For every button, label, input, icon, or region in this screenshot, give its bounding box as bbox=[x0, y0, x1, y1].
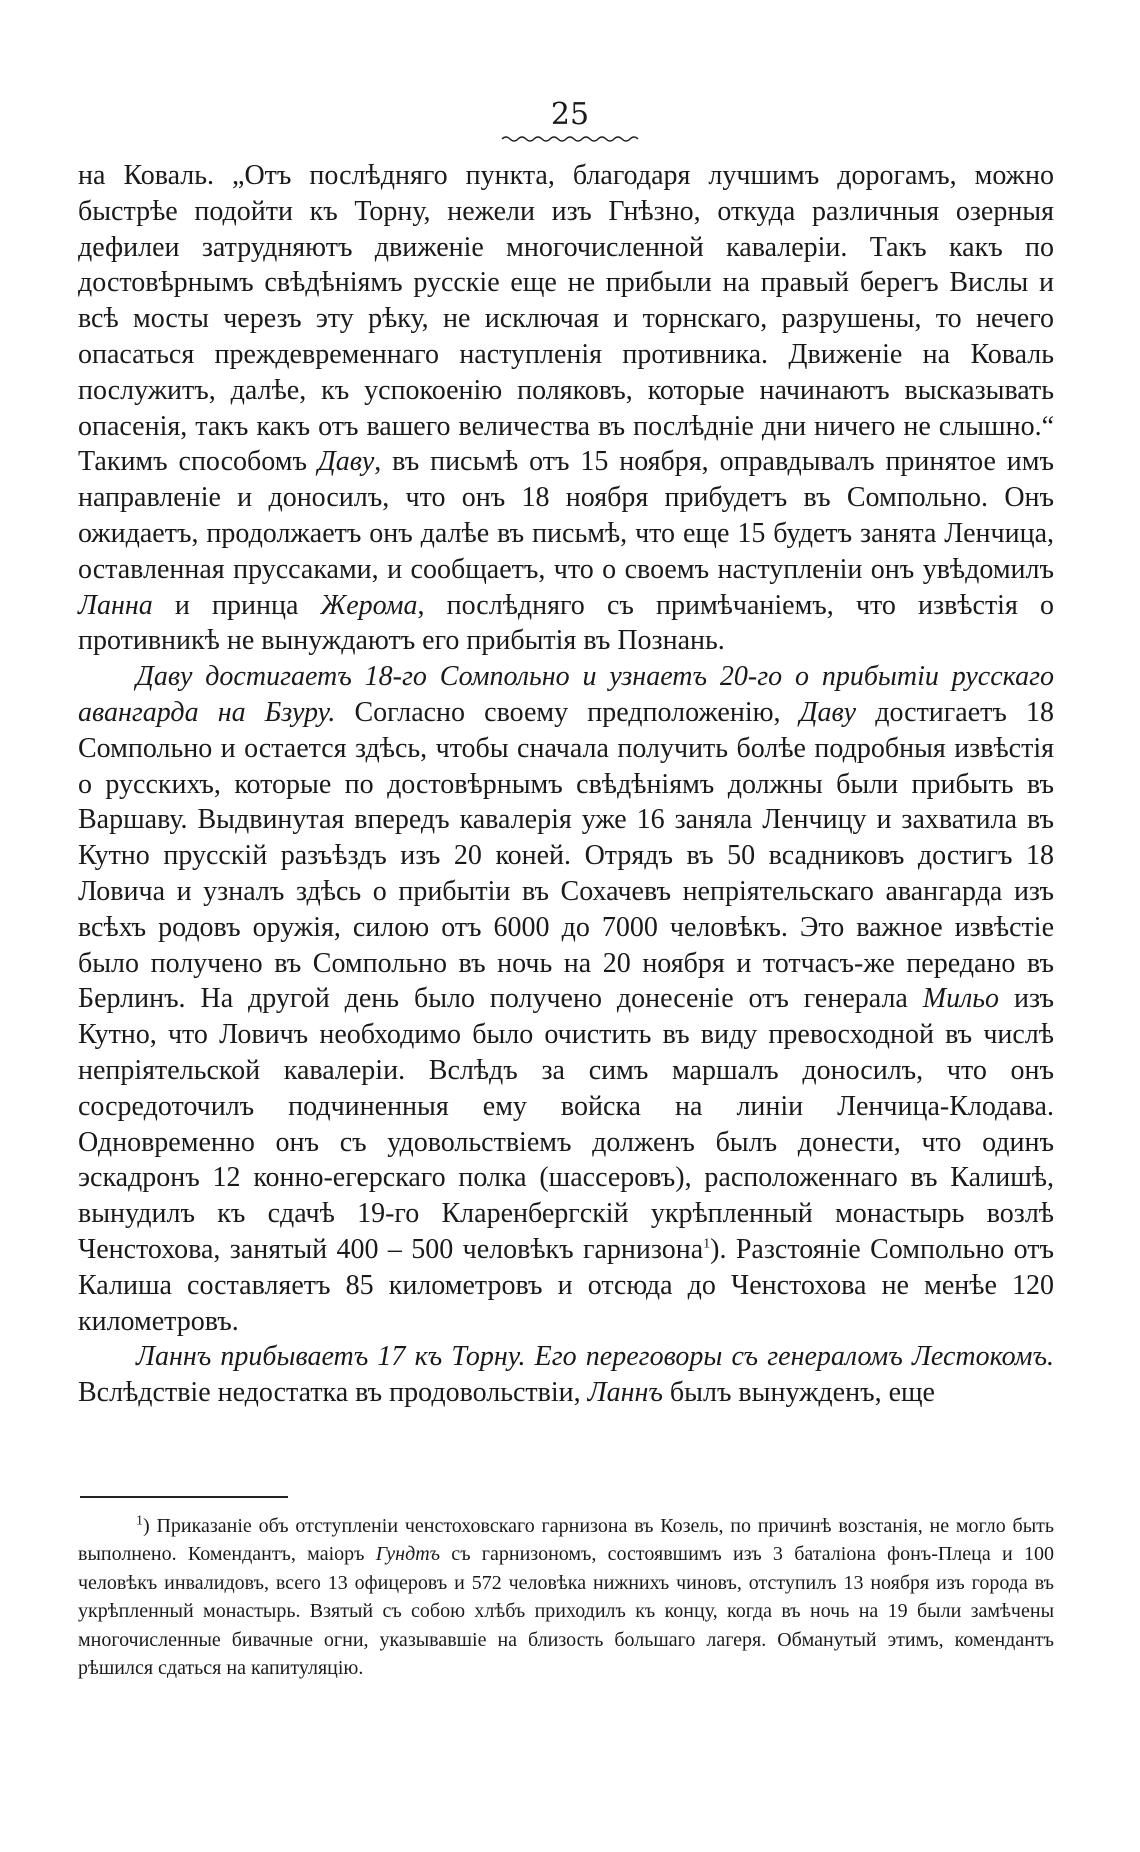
paragraph-text: достигаетъ 18 Сомпольно и остается здѣсь, чтобы сначала получить болѣе подробныя извѣстія о русскихъ, которые по достовѣрнымъ свѣдѣніямъ должны были прибыть въ Варшаву. Выдвинутая впередъ кавалерія уже 16 заняла Ленчицу и захватила въ Кутно прусскій разъѣздъ изъ 20 коней. Отрядъ въ 50 всадниковъ достигъ 18 Ловича и узналъ здѣсь о прибытіи въ Сохачевъ непріятельскаго авангарда изъ всѣхъ родовъ оружія, силою отъ 6000 до 7000 человѣкъ. Это важное извѣстіе было получено въ Сомпольно въ ночь на 20 ноября и тотчасъ-же передано въ Берлинъ. На другой день было получено донесеніе отъ генерала bbox=[78, 696, 1054, 1015]
section-heading: Ланнъ прибываетъ 17 къ Торну. Его переговоры съ генераломъ Лестокомъ. bbox=[136, 1341, 1054, 1373]
footnote-text: ) Приказаніе объ отступленіи ченстоховскаго гарнизона въ Козель, по причинѣ возстанія, не могло быть выполнено. Комендантъ, маіоръ bbox=[78, 1515, 1054, 1566]
paragraph-1 bbox=[78, 158, 1054, 659]
person-name-lann: Ланна bbox=[78, 589, 153, 621]
paragraph-text: ). Разстояніе Сомпольно отъ Калиша составляетъ 85 километровъ и отсюда до Ченстохова не менѣе 120 километровъ. bbox=[78, 1233, 1055, 1337]
person-name-milho: Мильо bbox=[922, 983, 1000, 1015]
footnote bbox=[78, 1512, 1054, 1682]
paragraph-text: былъ вынужденъ, еще bbox=[662, 1377, 935, 1409]
paragraph-text: Вслѣдствіе недостатка въ продовольствіи, bbox=[78, 1377, 588, 1409]
page-number: 25 bbox=[550, 97, 590, 132]
paragraph-text: , въ письмѣ отъ 15 ноября, оправдывалъ принятое имъ направленіе и доносилъ, что онъ 18 ноября прибудетъ въ Сомпольно. Онъ ожидаетъ, продолжаетъ онъ далѣе въ письмѣ, что еще 15 будетъ занята Ленчица, оставленная пруссаками, и сообщаетъ, что о своемъ наступленіи онъ увѣдомилъ bbox=[78, 446, 1054, 585]
person-name-gundt: Гундтъ bbox=[375, 1543, 441, 1566]
paragraph-text: Согласно своему предположенію, bbox=[335, 696, 800, 728]
footnote-divider bbox=[80, 1496, 288, 1498]
paragraph-text: , послѣдняго съ примѣчаніемъ, что извѣстія о противникѣ не вынуждаютъ его прибытія въ Познань. bbox=[78, 589, 1054, 657]
paragraph-text: на Коваль. „Отъ послѣдняго пункта, благодаря лучшимъ дорогамъ, можно быстрѣе подойти къ Торну, нежели изъ Гнѣзно, откуда различныя озерныя дефилеи затрудняютъ движеніе многочисленной кавалеріи. Такъ какъ по достовѣрнымъ свѣдѣніямъ русскіе еще не прибыли на правый берегъ Вислы и всѣ мосты черезъ эту рѣку, не исключая и торнскаго, разрушены, то нечего опасаться преждевременнаго наступленія противника. Движеніе на Коваль послужитъ, далѣе, къ успокоенію поляковъ, которые начинаютъ высказывать опасенія, такъ какъ отъ вашего величества въ послѣдніе дни ничего не слышно.“ Такимъ способомъ bbox=[78, 160, 1054, 478]
decorative-squiggle-rule bbox=[500, 134, 640, 144]
person-name-lann: Ланнъ bbox=[587, 1377, 663, 1409]
paragraph-text: изъ Кутно, что Ловичъ необходимо было очистить въ виду превосходной въ числѣ непріятельской кавалеріи. Вслѣдъ за симъ маршалъ доносилъ, что онъ сосредоточилъ подчиненныя ему войска на линіи Ленчица-Клодава. Одновременно онъ съ удовольствіемъ долженъ былъ донести, что одинъ эскадронъ 12 конно-егерскаго полка (шассеровъ), расположеннаго въ Калишѣ, вынудилъ къ сдачѣ 19-го Кларенбергскій укрѣпленный монастырь возлѣ Ченстохова, занятый 400 – 500 человѣкъ гарнизона bbox=[78, 983, 1055, 1265]
body-text bbox=[78, 158, 1054, 1411]
person-name-davu: Даву bbox=[799, 696, 857, 728]
person-name-davu: Даву bbox=[317, 446, 375, 478]
paragraph-2 bbox=[78, 659, 1054, 1339]
footnote-reference: 1 bbox=[703, 1236, 711, 1252]
paragraph-text: и принца bbox=[152, 589, 321, 621]
footnote-number: 1 bbox=[136, 1513, 143, 1529]
footnote-text: съ гарнизономъ, состоявшимъ изъ 3 баталіона фонъ-Плеца и 100 человѣкъ инвалидовъ, всего 13 офицеровъ и 572 человѣка нижнихъ чиновъ, отступилъ 13 ноября изъ города въ укрѣпленный монастырь. Взятый съ собою хлѣбъ приходилъ къ концу, когда въ ночь на 19 были замѣчены многочисленные бивачные огни, указывавшіе на близость большаго лагеря. Обманутый этимъ, комендантъ рѣшился сдаться на капитуляцію. bbox=[78, 1543, 1054, 1680]
person-name-jerome: Жерома bbox=[320, 589, 418, 621]
paragraph-3 bbox=[78, 1339, 1054, 1411]
section-heading: Даву достигаетъ 18-го Сомпольно и узнаетъ 20-го о прибытіи русскаго авангарда на Бзуру. bbox=[78, 661, 1054, 728]
